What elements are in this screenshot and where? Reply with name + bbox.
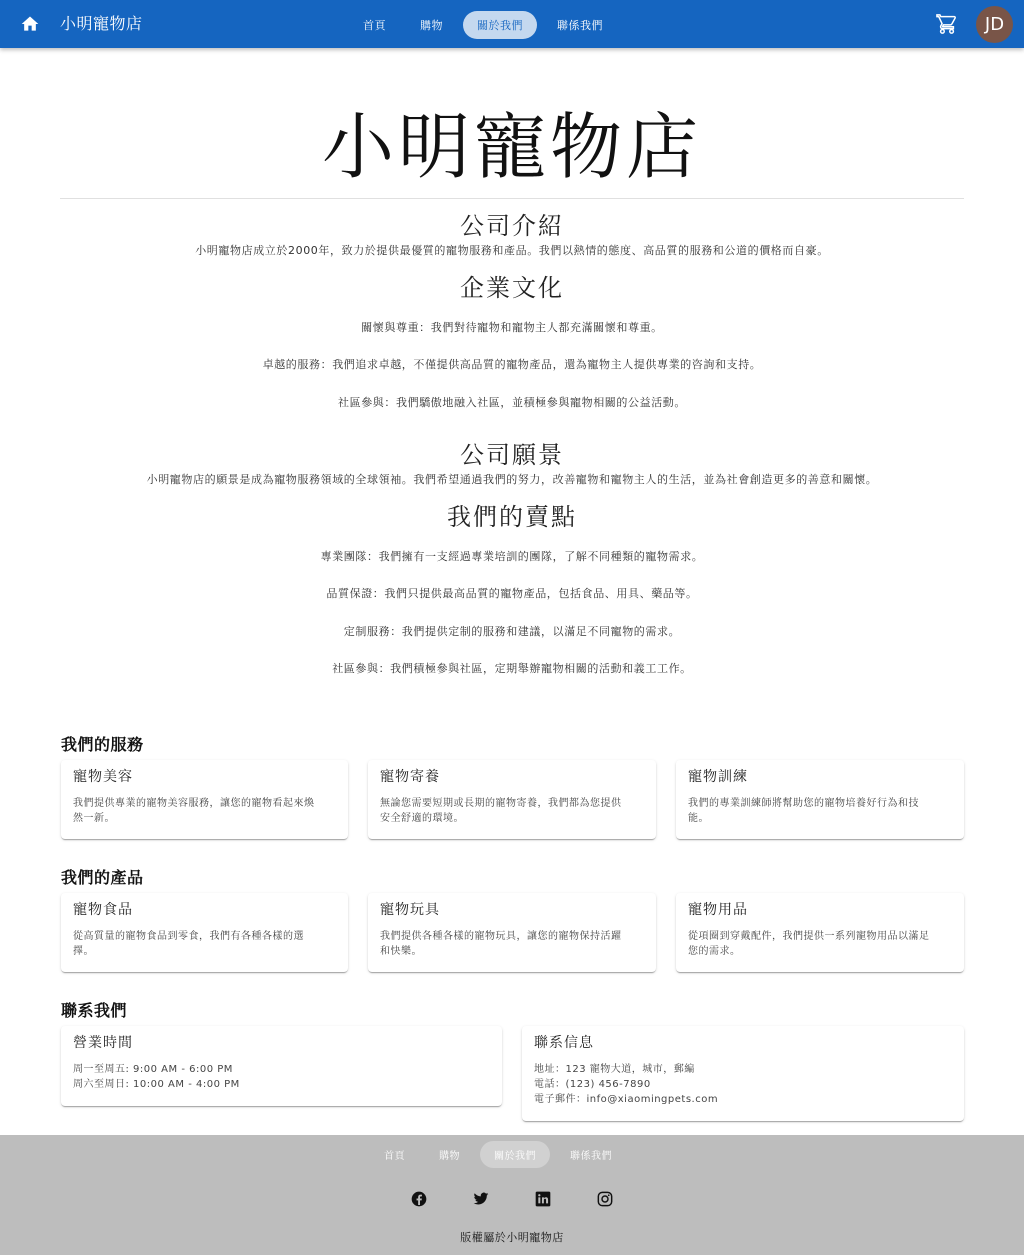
nav-contact[interactable]: 聯係我們 <box>557 19 603 32</box>
product-card-toys[interactable] <box>368 893 656 972</box>
footer-nav-shop[interactable]: 購物 <box>439 1151 460 1162</box>
hours-card <box>61 1026 502 1106</box>
twitter-icon[interactable] <box>473 1191 489 1207</box>
footer-nav <box>370 1141 626 1168</box>
nav-about[interactable]: 關於我們 <box>463 11 537 39</box>
intro-text: 小明寵物店成立於2000年，致力於提供最優質的寵物服務和產品。我們以熱情的態度、高品質的服務和公道的價格而自豪。 <box>195 244 829 257</box>
top-nav <box>349 11 617 39</box>
card-text: 我們提供各種各樣的寵物玩具，讓您的寵物保持活躍 和快樂。 <box>380 931 622 957</box>
culture-item: 卓越的服務：我們追求卓越，不僅提供高品質的寵物產品，還為寵物主人提供專業的咨詢和支持。 <box>262 358 762 371</box>
service-card-boarding[interactable] <box>368 760 656 839</box>
intro-heading: 公司介紹 <box>460 212 564 240</box>
card-text: 我們的專業訓練師將幫助您的寵物培養好行為和技 能。 <box>688 798 919 824</box>
contact-info-text: 地址：123 寵物大道，城市，郵編 電話：(123) 456-7890 電子郵件：info@xiaomingpets.com <box>534 1064 719 1105</box>
card-title: 寵物訓練 <box>688 769 748 785</box>
services-heading: 我們的服務 <box>61 735 144 754</box>
service-card-training[interactable] <box>676 760 964 839</box>
app-title[interactable]: 小明寵物店 <box>60 14 143 33</box>
product-card-supplies[interactable] <box>676 893 964 972</box>
nav-shop[interactable]: 購物 <box>420 19 443 32</box>
product-card-food[interactable] <box>61 893 348 972</box>
footer-nav-about[interactable]: 關於我們 <box>480 1141 550 1168</box>
vision-text: 小明寵物店的願景是成為寵物服務領域的全球領袖。我們希望通過我們的努力，改善寵物和寵物主人的生活，並為社會創造更多的善意和關懷。 <box>146 473 878 486</box>
card-text: 我們提供專業的寵物美容服務，讓您的寵物看起來煥 然一新。 <box>73 798 315 824</box>
card-text: 無論您需要短期或長期的寵物寄養，我們都為您提供 安全舒適的環境。 <box>380 798 622 824</box>
facebook-icon[interactable] <box>411 1191 427 1207</box>
footer-nav-home[interactable]: 首頁 <box>384 1151 405 1162</box>
footer-nav-contact[interactable]: 聯係我們 <box>570 1151 612 1162</box>
contact-heading: 聯系我們 <box>61 1001 128 1020</box>
linkedin-icon[interactable] <box>535 1191 551 1207</box>
footer <box>0 1135 1024 1255</box>
card-title: 聯系信息 <box>534 1035 594 1051</box>
card-title: 寵物用品 <box>688 902 748 918</box>
cart-icon[interactable] <box>936 13 958 35</box>
page-title: 小明寵物店 <box>321 105 702 189</box>
card-title: 營業時間 <box>73 1035 133 1051</box>
card-title: 寵物寄養 <box>380 769 440 785</box>
products-heading: 我們的產品 <box>61 868 144 887</box>
app-bar <box>0 0 1024 48</box>
selling-point-item: 社區參與：我們積極參與社區，定期舉辦寵物相關的活動和義工工作。 <box>332 662 692 675</box>
service-card-grooming[interactable] <box>61 760 348 839</box>
culture-heading: 企業文化 <box>460 274 564 302</box>
instagram-icon[interactable] <box>597 1191 613 1207</box>
contact-info-card <box>522 1026 964 1121</box>
avatar[interactable]: JD <box>976 6 1013 43</box>
copyright-text: 版權屬於小明寵物店 <box>460 1231 564 1244</box>
culture-item: 關懷與尊重：我們對待寵物和寵物主人都充滿關懷和尊重。 <box>361 321 663 334</box>
card-text: 從項圈到穿戴配件，我們提供一系列寵物用品以滿足 您的需求。 <box>688 931 930 957</box>
card-title: 寵物玩具 <box>380 902 440 918</box>
card-title: 寵物美容 <box>73 769 133 785</box>
culture-item: 社區參與：我們驕傲地融入社區，並積極參與寵物相關的公益活動。 <box>338 396 686 409</box>
selling-points-heading: 我們的賣點 <box>447 503 577 531</box>
divider <box>60 198 964 199</box>
selling-point-item: 定制服務：我們提供定制的服務和建議，以滿足不同寵物的需求。 <box>343 625 681 638</box>
nav-home[interactable]: 首頁 <box>363 19 386 32</box>
hours-text: 周一至周五: 9:00 AM - 6:00 PM 周六至周日: 10:00 AM - 4:00 PM <box>73 1064 240 1090</box>
selling-point-item: 專業團隊：我們擁有一支經過專業培訓的團隊，了解不同種類的寵物需求。 <box>320 550 704 563</box>
card-title: 寵物食品 <box>73 902 133 918</box>
card-text: 從高質量的寵物食品到零食，我們有各種各樣的選 擇。 <box>73 931 304 957</box>
selling-point-item: 品質保證：我們只提供最高品質的寵物產品，包括食品、用具、藥品等。 <box>326 587 698 600</box>
vision-heading: 公司願景 <box>460 441 564 469</box>
home-icon[interactable] <box>16 10 44 38</box>
